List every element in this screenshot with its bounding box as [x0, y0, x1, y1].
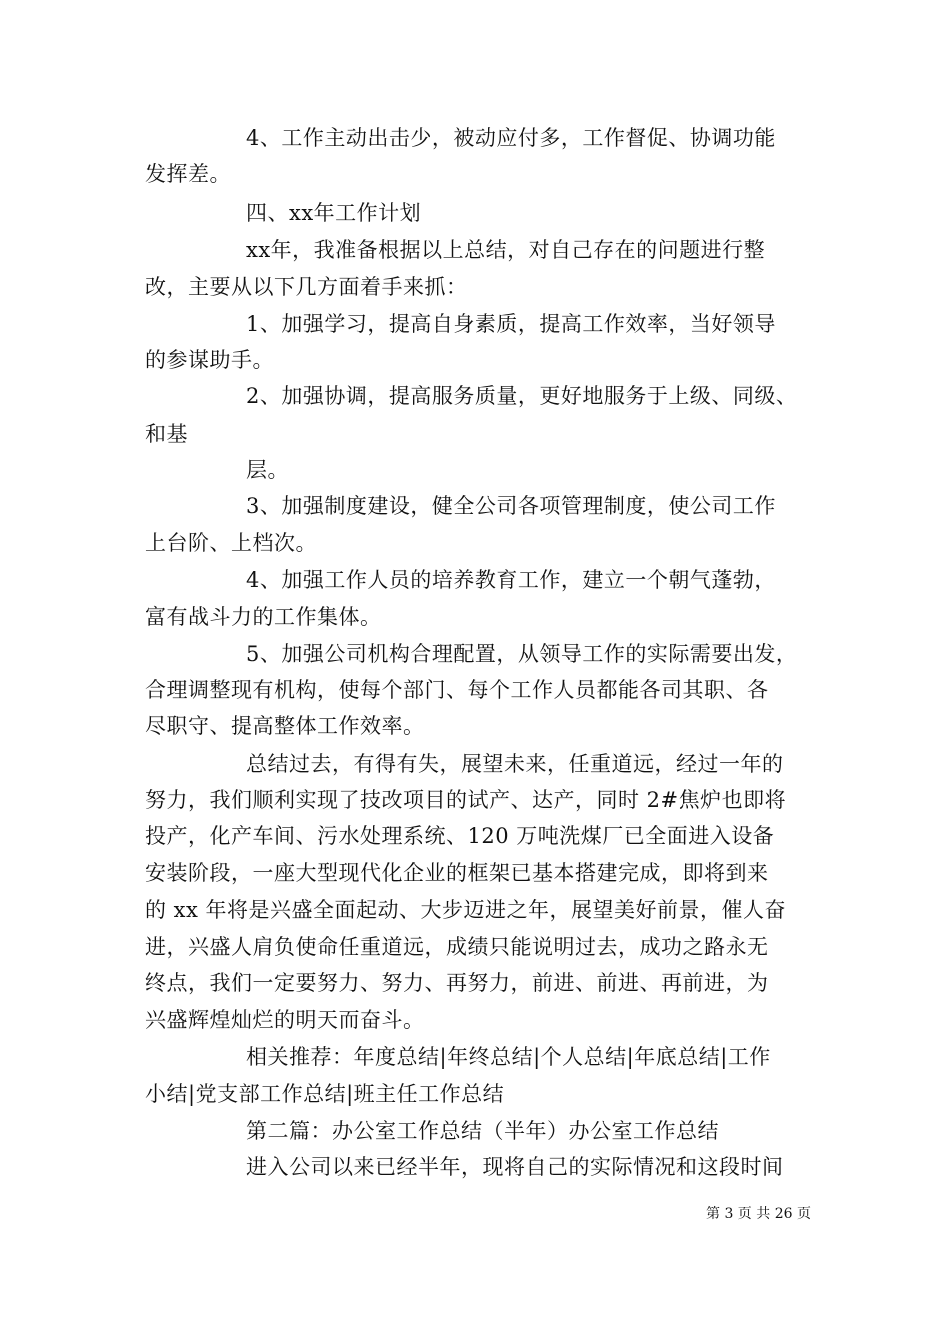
text-line: 投产，化产车间、污水处理系统、120 万吨洗煤厂已全面进入设备 [145, 824, 775, 848]
text-line: 安装阶段，一座大型现代化企业的框架已基本搭建完成，即将到来 [145, 861, 769, 885]
text-line: 总结过去，有得有失，展望未来，任重道远，经过一年的 [246, 752, 784, 776]
text-line: 改，主要从以下几方面着手来抓： [145, 275, 468, 299]
related-links: 相关推荐：年度总结|年终总结|个人总结|年底总结|工作 [246, 1045, 771, 1069]
text-line: 5、加强公司机构合理配置，从领导工作的实际需要出发， [246, 642, 798, 666]
text-line: 兴盛辉煌灿烂的明天而奋斗。 [145, 1008, 425, 1032]
text-line: 努力，我们顺利实现了技改项目的试产、达产，同时 2#焦炉也即将 [145, 788, 787, 812]
text-line: 层。 [246, 458, 289, 482]
text-line: 终点，我们一定要努力、努力、再努力，前进、前进、再前进，为 [145, 971, 769, 995]
text-line: 进入公司以来已经半年，现将自己的实际情况和这段时间 [246, 1155, 784, 1179]
text-line: 4、加强工作人员的培养教育工作，建立一个朝气蓬勃， [246, 568, 776, 592]
text-line: 上台阶、上档次。 [145, 531, 317, 555]
text-line: 3、加强制度建设，健全公司各项管理制度，使公司工作 [246, 494, 776, 518]
text-line: 富有战斗力的工作集体。 [145, 605, 382, 629]
text-line: 合理调整现有机构，使每个部门、每个工作人员都能各司其职、各 [145, 678, 769, 702]
section-heading: 四、xx年工作计划 [246, 201, 422, 225]
page-number: 第 3 页 共 26 页 [706, 1206, 811, 1222]
text-line: 发挥差。 [145, 162, 231, 186]
text-line: xx年，我准备根据以上总结，对自己存在的问题进行整 [246, 238, 766, 262]
related-links: 小结|党支部工作总结|班主任工作总结 [145, 1082, 505, 1106]
text-line: 1、加强学习，提高自身素质，提高工作效率，当好领导 [246, 312, 776, 336]
text-line: 2、加强协调，提高服务质量，更好地服务于上级、同级、 [246, 384, 798, 408]
text-line: 和基 [145, 422, 188, 446]
text-line: 尽职守、提高整体工作效率。 [145, 714, 425, 738]
text-line: 的参谋助手。 [145, 348, 274, 372]
text-line: 进，兴盛人肩负使命任重道远，成绩只能说明过去，成功之路永无 [145, 935, 769, 959]
section-heading: 第二篇：办公室工作总结（半年）办公室工作总结 [246, 1119, 719, 1143]
text-line: 的 xx 年将是兴盛全面起动、大步迈进之年，展望美好前景，催人奋 [145, 898, 787, 922]
text-line: 4、工作主动出击少，被动应付多，工作督促、协调功能 [246, 126, 776, 150]
